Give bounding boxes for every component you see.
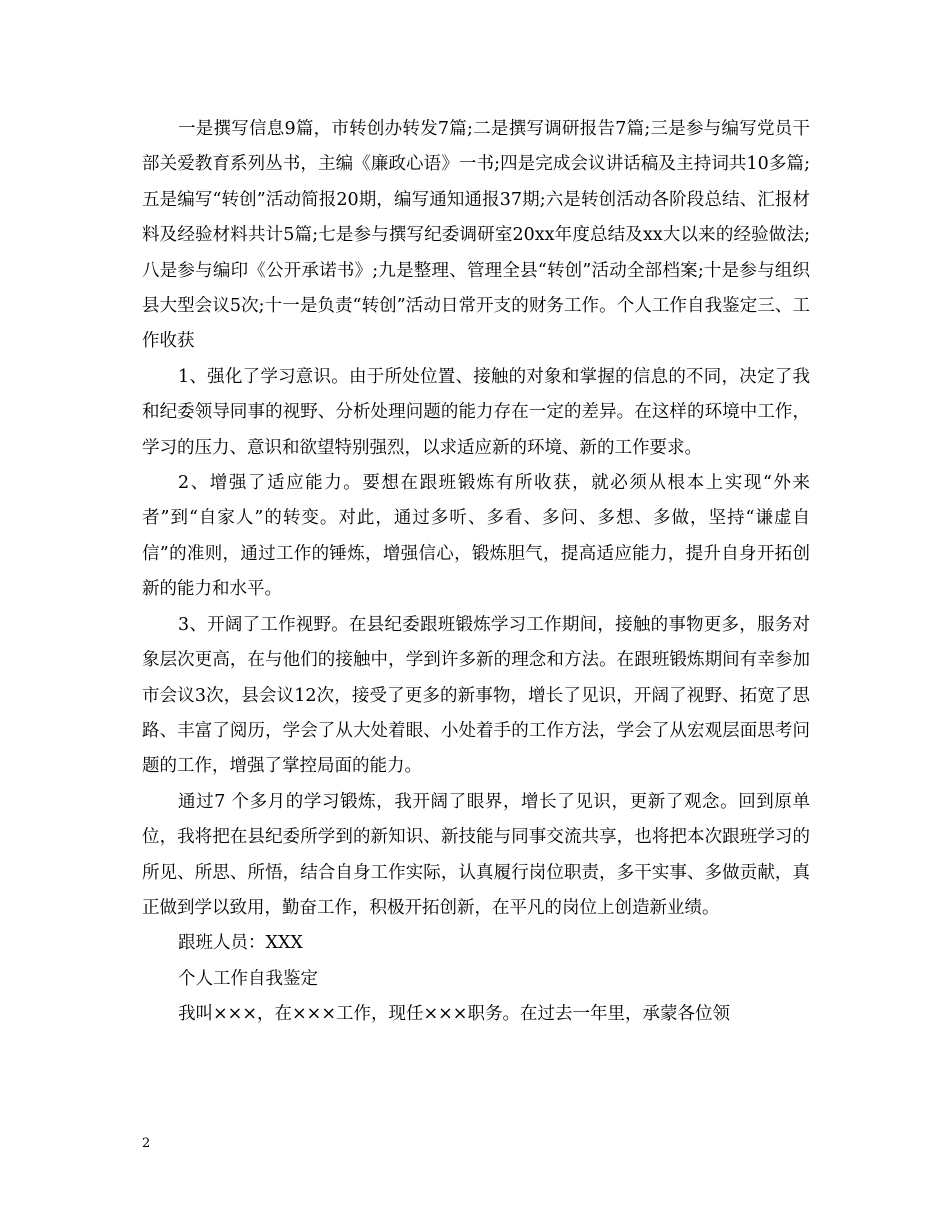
paragraph-work-vision: 3、开阔了工作视野。在县纪委跟班锻炼学习工作期间，接触的事物更多，服务对象层次更高，在与他们的接触中，学到许多新的理念和方法。在跟班锻炼期间有幸参加市会议3次，县会议12次，接受了更多的新事物，增长了见识，开阔了视野、拓宽了思路、丰富了阅历，学会了从大处着眼、小处着手的工作方法，学会了从宏观层面思考问题的工作，增强了掌控局面的能力。 <box>142 614 810 777</box>
paragraph-self-intro: 我叫×××，在×××工作，现任×××职务。在过去一年里，承蒙各位领 <box>178 1004 730 1025</box>
paragraph-work-summary: 一是撰写信息9篇，市转创办转发7篇;二是撰写调研报告7篇;三是参与编写党员干部关爱教育系列丛书，主编《廉政心语》一书;四是完成会议讲话稿及主持词共10多篇;五是编写“转创”活动简报20期，编写通知通报37期;六是转创活动各阶段总结、汇报材料及经验材料共计5篇;七是参与撰写纪委调研室20xx年度总结及xx大以来的经验做法;八是参与编印《公开承诺书》;九是整理、管理全县“转创”活动全部档案;十是参与组织县大型会议5次;十一是负责“转创”活动日常开支的财务工作。个人工作自我鉴定三、工作收获 <box>142 119 810 352</box>
page-number: 2 <box>142 1136 151 1151</box>
document-body <box>142 112 810 1033</box>
paragraph-learning-awareness: 1、强化了学习意识。由于所处位置、接触的对象和掌握的信息的不同，决定了我和纪委领导同事的视野、分析处理问题的能力存在一定的差异。在这样的环境中工作，学习的压力、意识和欲望特别强烈，以求适应新的环境、新的工作要求。 <box>142 366 810 458</box>
paragraph-conclusion: 通过7 个多月的学习锻炼，我开阔了眼界，增长了见识，更新了观念。回到原单位，我将把在县纪委所学到的新知识、新技能与同事交流共享，也将把本次跟班学习的所见、所思、所悟，结合自身工作实际，认真履行岗位职责，多干实事、多做贡献，真正做到学以致用，勤奋工作，积极开拓创新，在平凡的岗位上创造新业绩。 <box>142 791 810 918</box>
section-title: 个人工作自我鉴定 <box>178 968 318 989</box>
signature-line: 跟班人员：XXX <box>178 933 303 954</box>
paragraph-adaptability: 2、增强了适应能力。要想在跟班锻炼有所收获，就必须从根本上实现“外来者”到“自家人”的转变。对此，通过多听、多看、多问、多想、多做，坚持“谦虚自信”的准则，通过工作的锤炼，增强信心，锻炼胆气，提高适应能力，提升自身开拓创新的能力和水平。 <box>142 473 810 600</box>
